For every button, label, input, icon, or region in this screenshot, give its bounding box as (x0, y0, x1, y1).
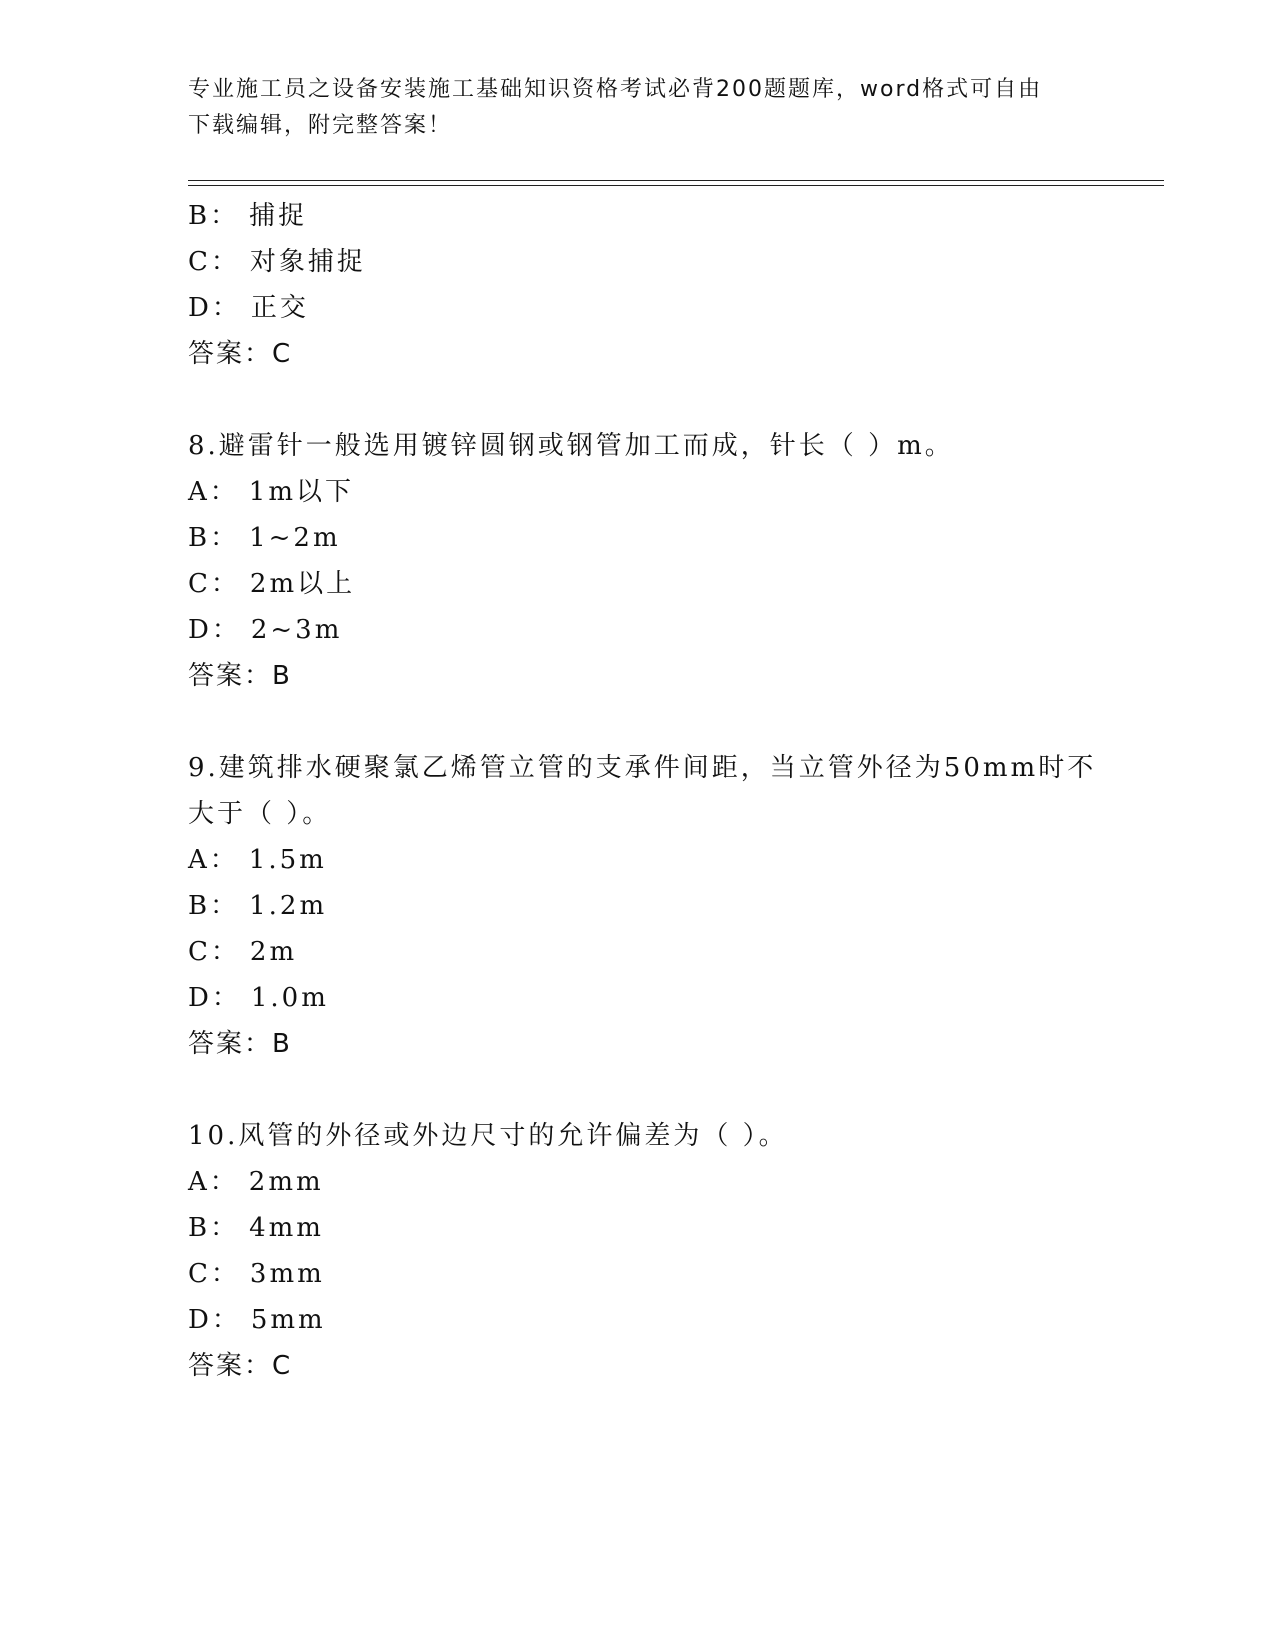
option-a: A： 1m以下 (188, 477, 354, 507)
option-d: D： 5mm (188, 1305, 326, 1335)
answer-line: 答案：C (188, 1351, 293, 1381)
option-b: B： 1.2m (188, 891, 328, 921)
option-d: D： 1.0m (188, 983, 329, 1013)
option-c: C： 3mm (188, 1259, 325, 1289)
question-list (188, 193, 1097, 1389)
header-divider-top (188, 180, 1164, 181)
question-10 (188, 1113, 1088, 1389)
option-c: C： 2m (188, 937, 298, 967)
option-a: A： 2mm (188, 1167, 324, 1197)
header-divider-bottom (188, 185, 1164, 186)
question-stem-line-1: 9.建筑排水硬聚氯乙烯管立管的支承件间距，当立管外径为50mm时不 (188, 753, 1097, 783)
option-b: B： 1~2m (188, 523, 341, 553)
spacer (188, 1067, 1088, 1113)
question-7-partial (188, 193, 1088, 377)
answer-line: 答案：B (188, 661, 292, 691)
question-stem: 8.避雷针一般选用镀锌圆钢或钢管加工而成，针长（ ）m。 (188, 431, 954, 461)
answer-line: 答案：B (188, 1029, 292, 1059)
question-stem: 10.风管的外径或外边尺寸的允许偏差为（ ）。 (188, 1121, 788, 1151)
header-line-2: 下载编辑，附完整答案！ (188, 113, 453, 138)
question-stem-line-2: 大于（ ）。 (188, 799, 332, 829)
option-b: B： 4mm (188, 1213, 324, 1243)
option-c: C： 2m以上 (188, 569, 356, 599)
document-header (188, 72, 1068, 144)
option-a: A： 1.5m (188, 845, 327, 875)
question-9 (188, 745, 1097, 1067)
option-b: B： 捕捉 (188, 201, 308, 231)
option-d: D： 2~3m (188, 615, 343, 645)
header-line-1: 专业施工员之设备安装施工基础知识资格考试必背200题题库，word格式可自由 (188, 77, 1043, 102)
option-c: C： 对象捕捉 (188, 247, 366, 277)
option-d: D： 正交 (188, 293, 309, 323)
spacer (188, 377, 1088, 423)
spacer (188, 699, 1088, 745)
answer-line: 答案：C (188, 339, 293, 369)
question-8 (188, 423, 1088, 699)
